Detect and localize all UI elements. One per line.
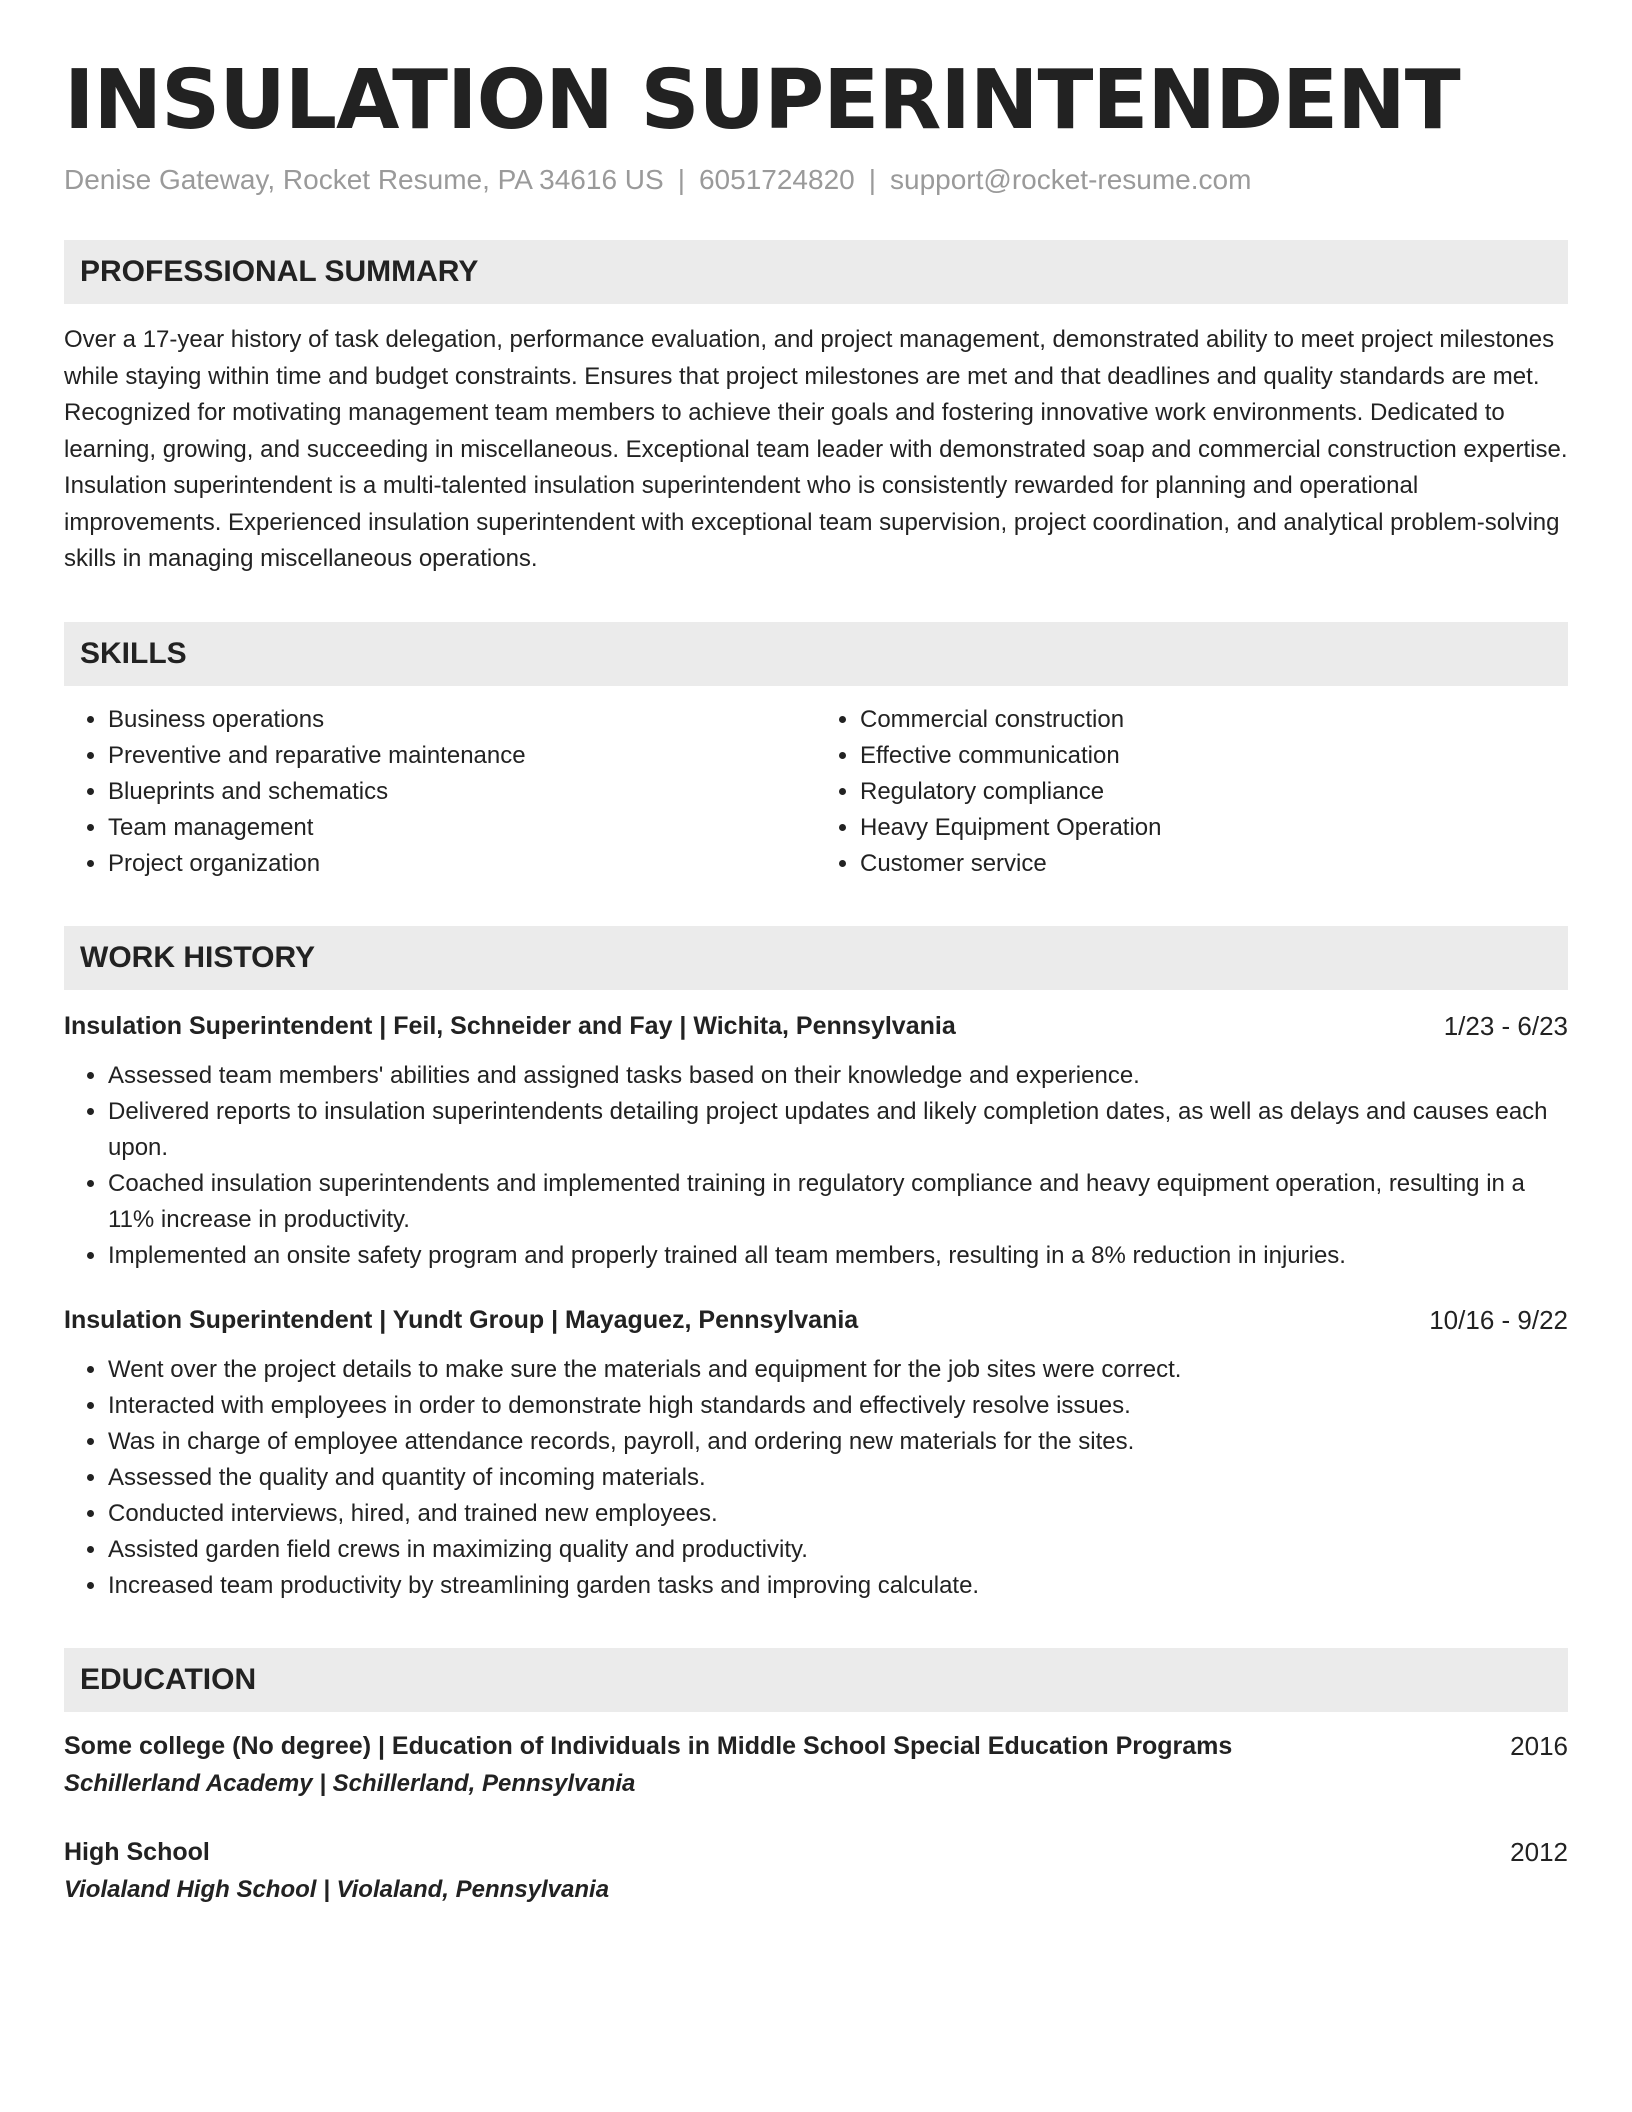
- education-entry: [64, 1728, 1568, 1802]
- section-header-education: EDUCATION: [64, 1648, 1568, 1712]
- contact-address: Denise Gateway, Rocket Resume, PA 34616 US: [64, 164, 664, 196]
- skill-item: • Team management: [108, 810, 816, 846]
- skill-item: • Customer service: [860, 846, 1568, 882]
- job-bullets: [64, 1352, 1568, 1604]
- job-bullet: • Interacted with employees in order to demonstrate high standards and effectively resolve issues.: [108, 1388, 1568, 1424]
- job-bullet: • Implemented an onsite safety program and properly trained all team members, resulting in a 8% reduction in injuries.: [108, 1238, 1568, 1274]
- section-header-work: WORK HISTORY: [64, 926, 1568, 990]
- job-dates: 10/16 - 9/22: [1429, 1304, 1568, 1335]
- skill-item: • Business operations: [108, 702, 816, 738]
- contact-separator: |: [677, 164, 685, 196]
- section-header-summary: PROFESSIONAL SUMMARY: [64, 240, 1568, 304]
- job-bullet: • Assessed team members' abilities and assigned tasks based on their knowledge and experience.: [108, 1058, 1568, 1094]
- contact-email: support@rocket-resume.com: [890, 164, 1252, 196]
- resume-name: INSULATION SUPERINTENDENT: [64, 53, 1460, 148]
- education-school: Violaland High School | Violaland, Pennsylvania: [64, 1875, 610, 1903]
- education-degree: High School: [64, 1837, 210, 1866]
- job-bullet: • Went over the project details to make sure the materials and equipment for the job sites were correct.: [108, 1352, 1568, 1388]
- job-dates: 1/23 - 6/23: [1443, 1010, 1568, 1041]
- contact-line: [64, 164, 1568, 196]
- job-bullet: • Increased team productivity by streamlining garden tasks and improving calculate.: [108, 1568, 1568, 1604]
- skill-item: • Project organization: [108, 846, 816, 882]
- skills-list: [64, 702, 1568, 882]
- job-title: Insulation Superintendent | Yundt Group | Mayaguez, Pennsylvania: [64, 1305, 859, 1334]
- job-bullet: • Delivered reports to insulation superintendents detailing project updates and likely completion dates, as well as delays and causes each upon.: [108, 1094, 1568, 1166]
- job-entry: [64, 1008, 1568, 1274]
- job-entry: [64, 1302, 1568, 1604]
- job-title: Insulation Superintendent | Feil, Schneider and Fay | Wichita, Pennsylvania: [64, 1011, 956, 1040]
- skill-item: • Effective communication: [860, 738, 1568, 774]
- skill-item: • Commercial construction: [860, 702, 1568, 738]
- job-bullet: • Assisted garden field crews in maximizing quality and productivity.: [108, 1532, 1568, 1568]
- skills-column-right: [816, 702, 1568, 882]
- contact-phone: 6051724820: [698, 164, 855, 196]
- education-header: [64, 1728, 1568, 1765]
- summary-text: Over a 17-year history of task delegation, performance evaluation, and project management, demonstrated ability to meet project milestones while staying within time and budget constraints. Ensures that project milestones are met and that deadlines and quality standards are met. Recognized for motivating management team members to achieve their goals and fostering innovative work environments. Dedicated to learning, growing, and succeeding in miscellaneous. Exceptional team leader with demonstrated soap and commercial construction expertise. Insulation superintendent is a multi-talented insulation superintendent who is consistently rewarded for planning and operational improvements. Experienced insulation superintendent with exceptional team supervision, project coordination, and analytical problem-solving skills in managing miscellaneous operations.: [64, 326, 1568, 573]
- education-header: [64, 1834, 1568, 1871]
- education-year: 2016: [1510, 1730, 1568, 1761]
- skills-column-left: [64, 702, 816, 882]
- skill-item: • Regulatory compliance: [860, 774, 1568, 810]
- education-year: 2012: [1510, 1836, 1568, 1867]
- job-bullet: • Conducted interviews, hired, and trained new employees.: [108, 1496, 1568, 1532]
- job-bullet: • Assessed the quality and quantity of incoming materials.: [108, 1460, 1568, 1496]
- job-header: [64, 1302, 1568, 1338]
- job-bullets: [64, 1058, 1568, 1274]
- education-school: Schillerland Academy | Schillerland, Pennsylvania: [64, 1769, 636, 1797]
- education-degree: Some college (No degree) | Education of Individuals in Middle School Special Education Programs: [64, 1731, 1233, 1760]
- contact-separator: |: [868, 164, 876, 196]
- education-entry: [64, 1834, 1568, 1908]
- skill-item: • Heavy Equipment Operation: [860, 810, 1568, 846]
- job-header: [64, 1008, 1568, 1044]
- job-bullet: • Was in charge of employee attendance records, payroll, and ordering new materials for the sites.: [108, 1424, 1568, 1460]
- skill-item: • Preventive and reparative maintenance: [108, 738, 816, 774]
- skill-item: • Blueprints and schematics: [108, 774, 816, 810]
- job-bullet: • Coached insulation superintendents and implemented training in regulatory compliance and heavy equipment operation, resulting in a 11% increase in productivity.: [108, 1166, 1568, 1238]
- section-header-skills: SKILLS: [64, 622, 1568, 686]
